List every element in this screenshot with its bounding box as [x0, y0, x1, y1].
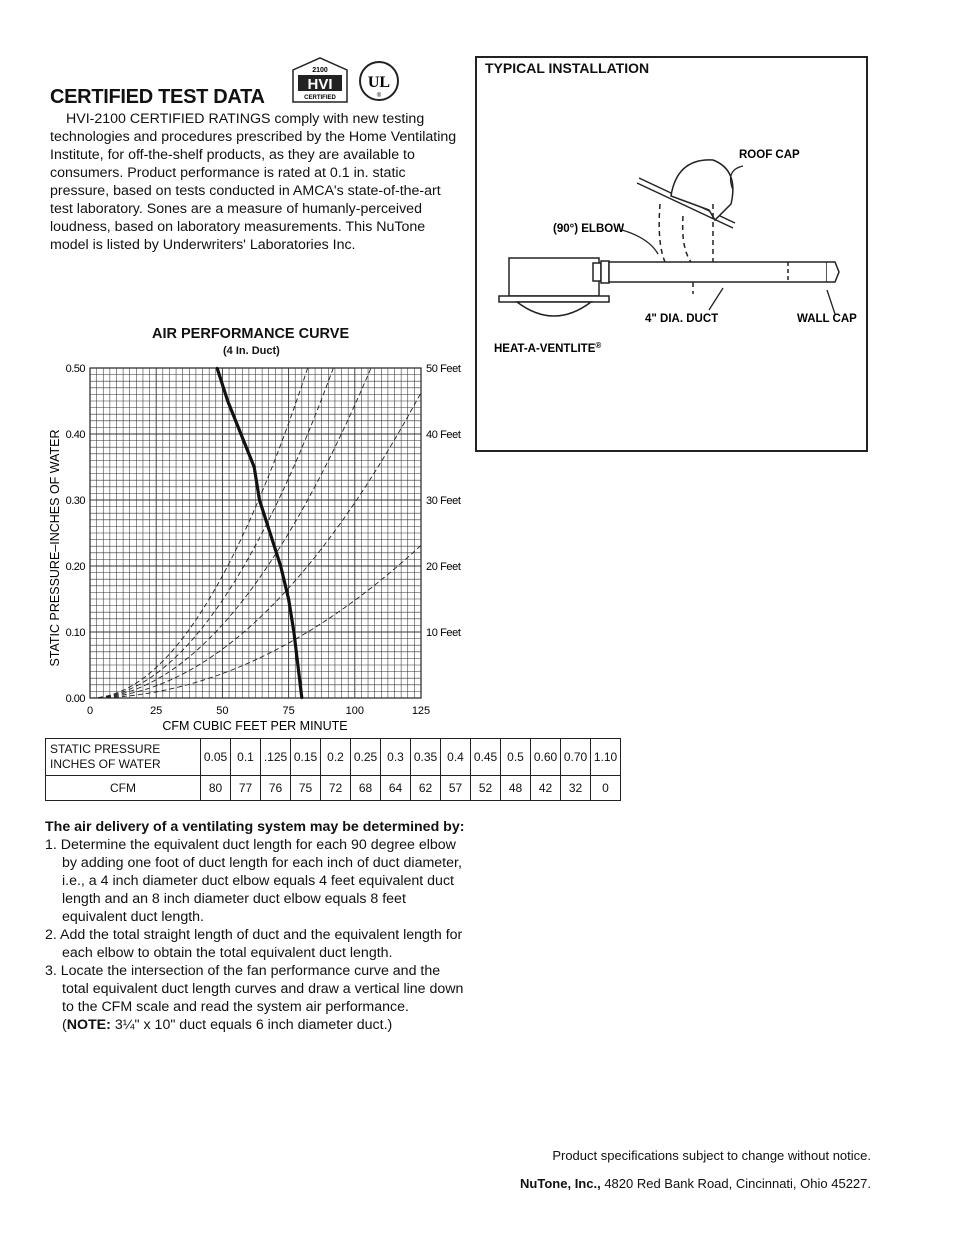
hvi-logo-top: 2100 [312, 67, 328, 74]
cfm-cell: 77 [231, 776, 261, 801]
chart-title: AIR PERFORMANCE CURVE [152, 326, 350, 342]
x-tick-label: 100 [345, 705, 364, 717]
pressure-cell: .125 [261, 739, 291, 776]
y-axis-label: STATIC PRESSURE–INCHES OF WATER [48, 429, 62, 667]
product-label: HEAT-A-VENTLITE [494, 343, 596, 355]
ul-listed-logo [358, 60, 400, 102]
air-performance-chart [40, 360, 480, 740]
roof-cap-label: ROOF CAP [739, 149, 800, 161]
duct-length-label: 30 Feet [426, 495, 461, 507]
fan-curve-point [216, 367, 218, 369]
hvi-certified-logo [289, 56, 351, 104]
pressure-cell: 0.15 [291, 739, 321, 776]
cfm-cell: 68 [351, 776, 381, 801]
pressure-cell: 0.4 [441, 739, 471, 776]
y-tick-label: 0.20 [65, 561, 85, 573]
product-mark: ® [595, 341, 602, 350]
duct-length-labels [426, 363, 461, 639]
fan-curve-point [279, 565, 281, 567]
cfm-cell: 62 [411, 776, 441, 801]
y-tick-label: 0.00 [65, 693, 85, 705]
cfm-cell: 0 [591, 776, 621, 801]
duct-length-label: 20 Feet [426, 561, 461, 573]
ul-logo-mark: ® [376, 93, 382, 99]
y-tick-label: 0.30 [65, 495, 85, 507]
fan-curve-point [226, 400, 228, 402]
duct-length-label: 50 Feet [426, 363, 461, 375]
fan-curve-point [253, 466, 255, 468]
cfm-header: CFM [46, 776, 201, 801]
duct-length-label: 40 Feet [426, 429, 461, 441]
pressure-cell: 0.2 [321, 739, 351, 776]
page-title: CERTIFIED TEST DATA [50, 86, 265, 108]
performance-table [45, 738, 621, 801]
svg-text:HEAT-A-VENTLITE® [494, 341, 601, 355]
instruction-note: (NOTE: 3¼" x 10" duct equals 6 inch diameter duct.) [62, 1017, 393, 1033]
cfm-cell: 57 [441, 776, 471, 801]
wall-cap-label: WALL CAP [797, 313, 857, 325]
chart-subtitle: (4 In. Duct) [223, 345, 280, 357]
chart-grid [90, 368, 421, 698]
instructions [45, 818, 465, 1034]
fan-curve-point [258, 499, 260, 501]
x-tick-label: 0 [86, 705, 94, 717]
heater-unit [499, 258, 609, 316]
cfm-cell: 76 [261, 776, 291, 801]
instructions-lead: The air delivery of a ventilating system may be determined by: [45, 819, 465, 835]
fan-curve-point [293, 631, 295, 633]
company-address: NuTone, Inc., 4820 Red Bank Road, Cincinnati, Ohio 45227. [520, 1176, 871, 1191]
hvi-logo-main: HVI [307, 76, 333, 93]
y-tick-label: 0.50 [65, 363, 85, 375]
x-axis-label: CFM CUBIC FEET PER MINUTE [162, 719, 348, 733]
cfm-cell: 80 [201, 776, 231, 801]
pressure-cell: 0.05 [201, 739, 231, 776]
pressure-cell: 1.10 [591, 739, 621, 776]
y-tick-label: 0.40 [65, 429, 85, 441]
fan-curve-point [287, 598, 289, 600]
intro-paragraph [50, 110, 460, 254]
hvi-logo-bottom: CERTIFIED [304, 95, 336, 101]
cfm-cell: 48 [501, 776, 531, 801]
pressure-cell: 0.70 [561, 739, 591, 776]
instruction-step-1: 1. Determine the equivalent duct length for each 90 degree elbow by adding one foot of duct length for each inch of duct diameter, i.e., a 4 inch diameter duct elbow equals 4 feet equivalent duct length and an 8 inch diameter duct elbow equals 8 feet equivalent duct length. [45, 837, 462, 925]
cfm-cell: 72 [321, 776, 351, 801]
cfm-cell: 32 [561, 776, 591, 801]
instruction-step-2: 2. Add the total straight length of duct and the equivalent length for each elbow to obtain the total equivalent duct length. [45, 927, 463, 961]
duct-label: 4" DIA. DUCT [645, 313, 719, 325]
roof-assembly [637, 160, 735, 228]
pressure-cell: 0.5 [501, 739, 531, 776]
duct-length-label: 10 Feet [426, 627, 461, 639]
cfm-cell: 52 [471, 776, 501, 801]
disclaimer: Product specifications subject to change without notice. [552, 1148, 871, 1163]
pressure-cell: 0.3 [381, 739, 411, 776]
ul-logo-main: UL [367, 74, 391, 91]
fan-curve-point [301, 697, 303, 699]
elbow-label: (90°) ELBOW [553, 223, 625, 235]
installation-diagram [477, 58, 866, 450]
pressure-cell: 0.1 [231, 739, 261, 776]
x-tick-label: 50 [216, 705, 229, 717]
pressure-cell: 0.45 [471, 739, 501, 776]
pressure-cell: 0.25 [351, 739, 381, 776]
pressure-header: STATIC PRESSURE INCHES OF WATER [46, 739, 201, 776]
cfm-cell: 75 [291, 776, 321, 801]
cfm-cell: 64 [381, 776, 411, 801]
pressure-cell: 0.35 [411, 739, 441, 776]
x-tick-label: 125 [411, 705, 431, 717]
intro-text: HVI-2100 CERTIFIED RATINGS comply with new testing technologies and procedures prescribed by the Home Ventilating Institute, for off-the-shelf products, as they are available to consumers. Product performance is rated at 0.1 in. static pressure, based on tests conducted in AMCA's state-of-the-art test laboratory. Sones are a measure of humanly-perceived loudness, based on laboratory measurements. This NuTone model is listed by Underwriters' Laboratories Inc. [50, 111, 457, 253]
typical-installation-panel [475, 56, 868, 452]
instruction-step-3: 3. Locate the intersection of the fan performance curve and the total equivalent duct length curves and draw a vertical line down to the CFM scale and read the system air performance. [45, 963, 464, 1015]
cfm-cell: 42 [531, 776, 561, 801]
x-tick-label: 25 [150, 705, 163, 717]
x-tick-label: 75 [282, 705, 295, 717]
installation-title: TYPICAL INSTALLATION [485, 60, 650, 76]
pressure-cell: 0.60 [531, 739, 561, 776]
fan-curve-point [240, 433, 242, 435]
fan-curve-point [269, 532, 271, 534]
duct-pipe [609, 262, 839, 282]
y-tick-label: 0.10 [65, 627, 85, 639]
